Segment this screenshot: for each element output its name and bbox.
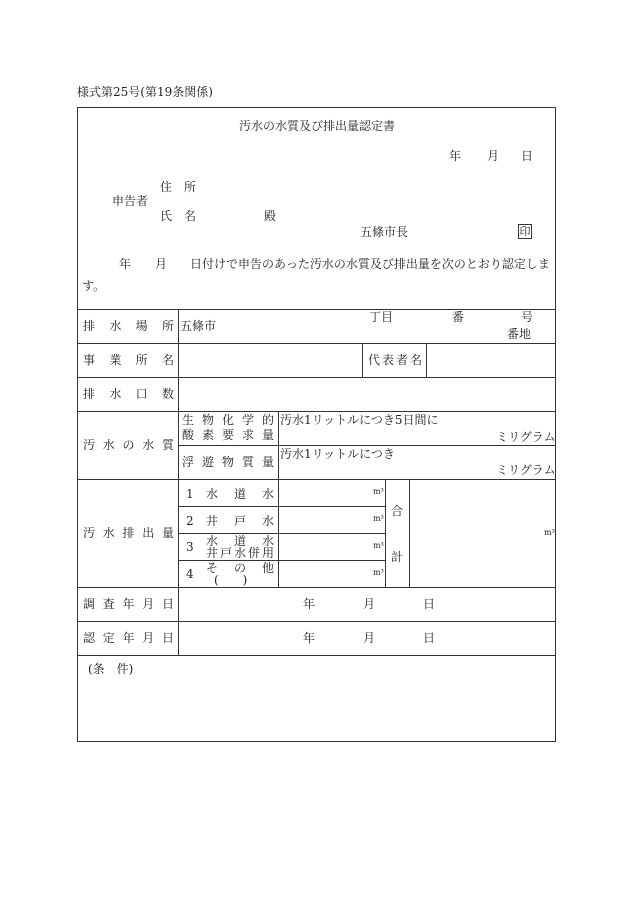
source-3-label-a: 水 道 水 (206, 534, 274, 548)
bod-text: 汚水1リットルにつき5日間に (280, 413, 439, 427)
source-1-number: 1 (186, 487, 194, 501)
body-text-line1: 日付けで申告のあった汚水の水質及び排出量を次のとおり認定しま (190, 257, 550, 271)
date-month: 月 (487, 149, 500, 163)
ss-text: 汚水1リットルにつき (280, 447, 395, 461)
body-year: 年 (119, 257, 132, 271)
applicant-name-label: 氏 名 (160, 209, 197, 223)
total-unit: m³ (544, 528, 555, 537)
source-4-unit: m³ (373, 568, 384, 577)
representative-label: 代 表 者 名 (368, 353, 422, 367)
discharge-go: 号 (521, 310, 534, 324)
total-label-1: 合 (391, 504, 404, 518)
source-2-label: 井 戸 水 (206, 514, 274, 528)
discharge-city: 五條市 (180, 319, 217, 333)
body-text-line2: す。 (82, 279, 106, 293)
source-2-number: 2 (186, 514, 194, 528)
bod-label-2: 酸 素 要 求 量 (182, 428, 274, 442)
discharge-location-label: 排 水 場 所 (83, 319, 174, 333)
form-title: 汚水の水質及び排出量認定書 (239, 119, 396, 133)
bod-label-1: 生 物 化 学 的 (182, 413, 274, 427)
discharge-volume-label: 汚 水 排 出 量 (83, 526, 174, 540)
source-4-number: 4 (186, 567, 194, 581)
body-month: 月 (155, 257, 168, 271)
approval-date-label: 認 定 年 月 日 (83, 631, 174, 645)
source-4-label-a: そ の 他 (206, 561, 274, 575)
source-1-unit: m³ (373, 487, 384, 496)
applicant-label: 申告者 (112, 194, 149, 208)
applicant-address-label: 住 所 (160, 180, 197, 194)
date-day: 日 (521, 149, 534, 163)
conditions-label: (条 件) (88, 662, 134, 676)
bod-unit: ミリグラム (496, 430, 556, 444)
discharge-ban: 番 (452, 310, 465, 324)
discharge-chome: 丁目 (369, 310, 394, 324)
source-1-label: 水 道 水 (206, 487, 274, 501)
applicant-honorific: 殿 (264, 209, 277, 223)
approval-day: 日 (423, 631, 436, 645)
source-3-unit: m³ (373, 541, 384, 550)
business-name-label: 事 業 所 名 (83, 353, 174, 367)
form-number: 様式第25号(第19条関係) (77, 85, 213, 99)
survey-year: 年 (303, 597, 316, 611)
certificate-form (77, 107, 556, 742)
approval-year: 年 (303, 631, 316, 645)
source-2-unit: m³ (373, 514, 384, 523)
ss-unit: ミリグラム (496, 463, 556, 477)
survey-month: 月 (363, 597, 376, 611)
survey-day: 日 (423, 597, 436, 611)
source-3-number: 3 (186, 540, 194, 554)
water-quality-label: 汚 水 の 水 質 (83, 438, 174, 452)
source-3-label-b: 井 戸 水 併 用 (206, 546, 274, 560)
discharge-banchi: 番地 (507, 327, 532, 341)
total-label-2: 計 (391, 550, 404, 564)
date-year: 年 (449, 149, 462, 163)
ss-label: 浮 遊 物 質 量 (182, 455, 274, 469)
seal-mark: 印 (519, 225, 531, 238)
outlet-count-label: 排 水 口 数 (83, 387, 174, 401)
survey-date-label: 調 査 年 月 日 (83, 597, 174, 611)
issuer-name: 五條市長 (360, 225, 409, 239)
approval-month: 月 (363, 631, 376, 645)
source-4-label-b: ( ) (214, 573, 248, 587)
